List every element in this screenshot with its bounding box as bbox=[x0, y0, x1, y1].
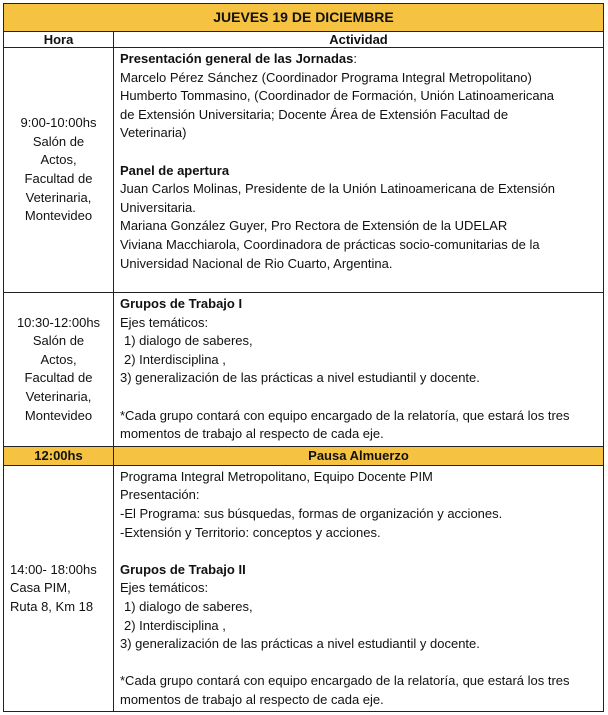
venue-line: Ruta 8, Km 18 bbox=[10, 598, 94, 614]
list-item: 3) generalización de las prácticas a nivel estudiantil y docente. bbox=[120, 636, 480, 652]
text-line: Presentación: bbox=[120, 487, 200, 503]
time-line: 9:00-10:00hs bbox=[20, 115, 97, 131]
text-line: de Extensión Universitaria; Docente Área de Extensión Facultad de bbox=[120, 106, 509, 122]
time-cell bbox=[4, 465, 114, 712]
text-line: Juan Carlos Molinas, Presidente de la Unión Latinoamericana de Extensión bbox=[120, 181, 556, 197]
list-item: 2) Interdisciplina , bbox=[124, 617, 226, 633]
time-cell bbox=[4, 48, 114, 293]
list-item: 1) dialogo de saberes, bbox=[124, 598, 253, 614]
venue-line: Salón de bbox=[32, 333, 85, 349]
pause-time: 12:00hs bbox=[4, 446, 114, 465]
venue-line: Veterinaria, bbox=[25, 388, 92, 404]
schedule-row-opening bbox=[4, 48, 604, 293]
note-line: momentos de trabajo al respecto de cada eje. bbox=[120, 426, 384, 442]
schedule-row-groups-2 bbox=[4, 465, 604, 712]
venue-line: Facultad de bbox=[24, 171, 93, 186]
note-line: *Cada grupo contará con equipo encargado de la relatoría, que estará los tres bbox=[120, 407, 570, 423]
text-line: Veterinaria) bbox=[120, 125, 187, 141]
time-cell bbox=[4, 293, 114, 447]
text-line: Universitaria. bbox=[120, 199, 196, 215]
header-hora: Hora bbox=[4, 32, 114, 48]
list-item: 1) dialogo de saberes, bbox=[124, 333, 253, 349]
venue-line: Montevideo bbox=[24, 208, 93, 224]
time-line: 14:00- 18:00hs bbox=[10, 561, 97, 577]
note-line: *Cada grupo contará con equipo encargado de la relatoría, que estará los tres bbox=[120, 673, 570, 689]
header-row bbox=[4, 32, 604, 48]
note-line: momentos de trabajo al respecto de cada eje. bbox=[120, 691, 384, 707]
text-line: Universidad Nacional de Rio Cuarto, Argentina. bbox=[120, 255, 393, 271]
schedule-row-pause bbox=[4, 446, 604, 465]
pause-activity: Pausa Almuerzo bbox=[114, 446, 604, 465]
text-line: Ejes temáticos: bbox=[120, 580, 209, 596]
section-heading: Grupos de Trabajo II bbox=[120, 561, 246, 577]
activity-cell bbox=[114, 293, 604, 447]
activity-cell bbox=[114, 48, 604, 293]
activity-cell bbox=[114, 465, 604, 712]
text-line: Marcelo Pérez Sánchez (Coordinador Programa Integral Metropolitano) bbox=[120, 69, 532, 85]
section-heading: Grupos de Trabajo I bbox=[120, 296, 243, 311]
heading-colon: : bbox=[353, 51, 358, 66]
venue-line: Facultad de bbox=[24, 370, 93, 386]
venue-line: Salón de bbox=[32, 133, 85, 149]
list-item: 2) Interdisciplina , bbox=[124, 351, 226, 367]
venue-line: Montevideo bbox=[24, 407, 93, 423]
text-line: Programa Integral Metropolitano, Equipo Docente PIM bbox=[120, 468, 433, 484]
text-line: Ejes temáticos: bbox=[120, 314, 209, 330]
venue-line: Actos, bbox=[40, 351, 77, 367]
venue-line: Veterinaria, bbox=[25, 189, 92, 205]
text-line: -El Programa: sus búsquedas, formas de organización y acciones. bbox=[120, 505, 503, 521]
venue-line: Casa PIM, bbox=[10, 580, 71, 596]
text-line: Mariana González Guyer, Pro Rectora de Extensión de la UDELAR bbox=[120, 218, 508, 234]
schedule-table bbox=[3, 3, 604, 712]
venue-line: Actos, bbox=[40, 152, 77, 168]
text-line: -Extensión y Territorio: conceptos y acciones. bbox=[120, 524, 381, 540]
day-title: JUEVES 19 DE DICIEMBRE bbox=[4, 4, 604, 32]
text-line: Viviana Macchiarola, Coordinadora de prácticas socio-comunitarias de la bbox=[120, 236, 540, 252]
list-item: 3) generalización de las prácticas a nivel estudiantil y docente. bbox=[120, 370, 480, 386]
section-heading: Presentación general de las Jornadas bbox=[120, 51, 354, 66]
section-heading: Panel de apertura bbox=[120, 162, 230, 178]
text-line: Humberto Tommasino, (Coordinador de Formación, Unión Latinoamericana bbox=[120, 88, 555, 104]
header-actividad: Actividad bbox=[114, 32, 604, 48]
time-line: 10:30-12:00hs bbox=[16, 314, 101, 330]
schedule-row-groups-1 bbox=[4, 293, 604, 447]
